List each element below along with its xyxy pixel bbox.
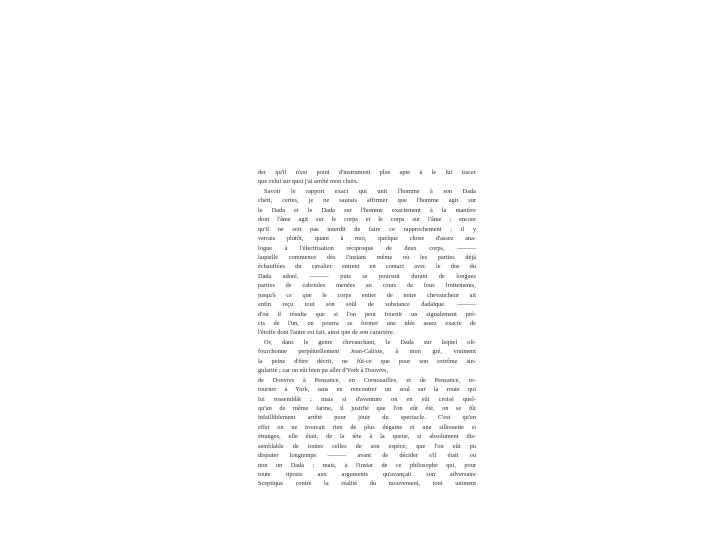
text-line: Dada adoré, ——— puis se poursuit durant de longues (258, 272, 476, 280)
text-line: échauffées du cavalier entrent en contact avec le dos du (258, 263, 476, 271)
text-line: le Dada et le Dada sur l'homme exactement à la manière (258, 206, 476, 214)
text-line: semblable de toutes celles de son espèce, que l'on eût pu (258, 442, 476, 450)
text-line: logue à l'électrisation réciproque de deux corps, ——— (258, 244, 476, 252)
text-line: qu'il ne soit pas interdit de faire ce rapprochement ; il y (258, 225, 476, 233)
text-line: verrais plutôt, quant à moi, quelque chose d'assez ana- (258, 235, 476, 243)
text-line: effet on ne trouvait rien de plus dégaine et une silhouette si (258, 423, 476, 431)
text-line: étranges, elle était, de la tête à la queue, si absolument dis- (258, 433, 476, 441)
text-line: Sceptique contre la réalité du mouvement, tout uniment (258, 480, 476, 488)
text-line: cis de l'un, on pourra se former une idée assez exacte de (258, 320, 476, 327)
text-line: la peine d'être décrit, ne fût-ce que pour son extrême sin- (258, 357, 476, 365)
text-line: lui ressemblât ; mais si d'aventure on en eût croisé quel- (258, 395, 476, 403)
text-line: d'où il résulte que si l'on peut fournir un signalement pré- (258, 310, 476, 318)
book-page-text (258, 168, 476, 504)
text-line: l'étoffe dont l'autre est fait, ainsi que de son caractère. (258, 329, 395, 337)
text-line: non un Dada ; mais, à l'instar de ce philosophe qui, pour (258, 461, 476, 469)
text-line: toute riposte aux arguments qu'avançait son adversaire (258, 471, 476, 478)
text-line: laquelle commence dès l'instant même où les parties déjà (258, 253, 476, 261)
text-line: Savoir le rapport exact qui unit l'homme à son Dada (264, 187, 476, 195)
text-line: que celui sur quoi j'ai arrêté mon choix. (258, 178, 359, 186)
text-line: enfin reçu tout son soûl de substance dadaïque. ——— (258, 301, 476, 309)
text-line: Or, dans le genre chevauchant, le Dada sur lequel oli- (264, 338, 476, 346)
text-line: disputer longtemps ——— avant de décider s'il était ou (258, 452, 476, 460)
text-line: tourner à York, sans en rencontrer un seul sur la route qui (258, 386, 476, 394)
text-line: fourchonne perpétuellement Jean-Calixte, à mon gré, vraiment (258, 348, 476, 356)
text-line: der qu'il n'est point d'instrument plus apte à le lui tracer (258, 169, 476, 176)
text-line: gularité ; car on eût bien pu aller d'York à Douvres, (258, 367, 389, 375)
text-line: chéri, certes, je ne saurais affirmer que l'homme agit sur (258, 197, 476, 205)
text-line: de Douvres à Penzance, en Cornouailles, et de Penzance, re- (258, 376, 476, 384)
text-line: qu'un de même farine, il justifié que l'on eût été, on se fût (258, 404, 476, 412)
text-line: jusqu'à ce que le corps entier de notre chevaucheur ait (258, 291, 476, 299)
text-line: parties de cabrioles menées au cours de fous frottements, (258, 282, 476, 290)
text-line: infailliblement arrêté pour jouir du spectacle. C'est qu'en (258, 414, 476, 422)
text-line: dont l'âme agit sur le corps et le corps sur l'âme ; encore (258, 216, 476, 224)
